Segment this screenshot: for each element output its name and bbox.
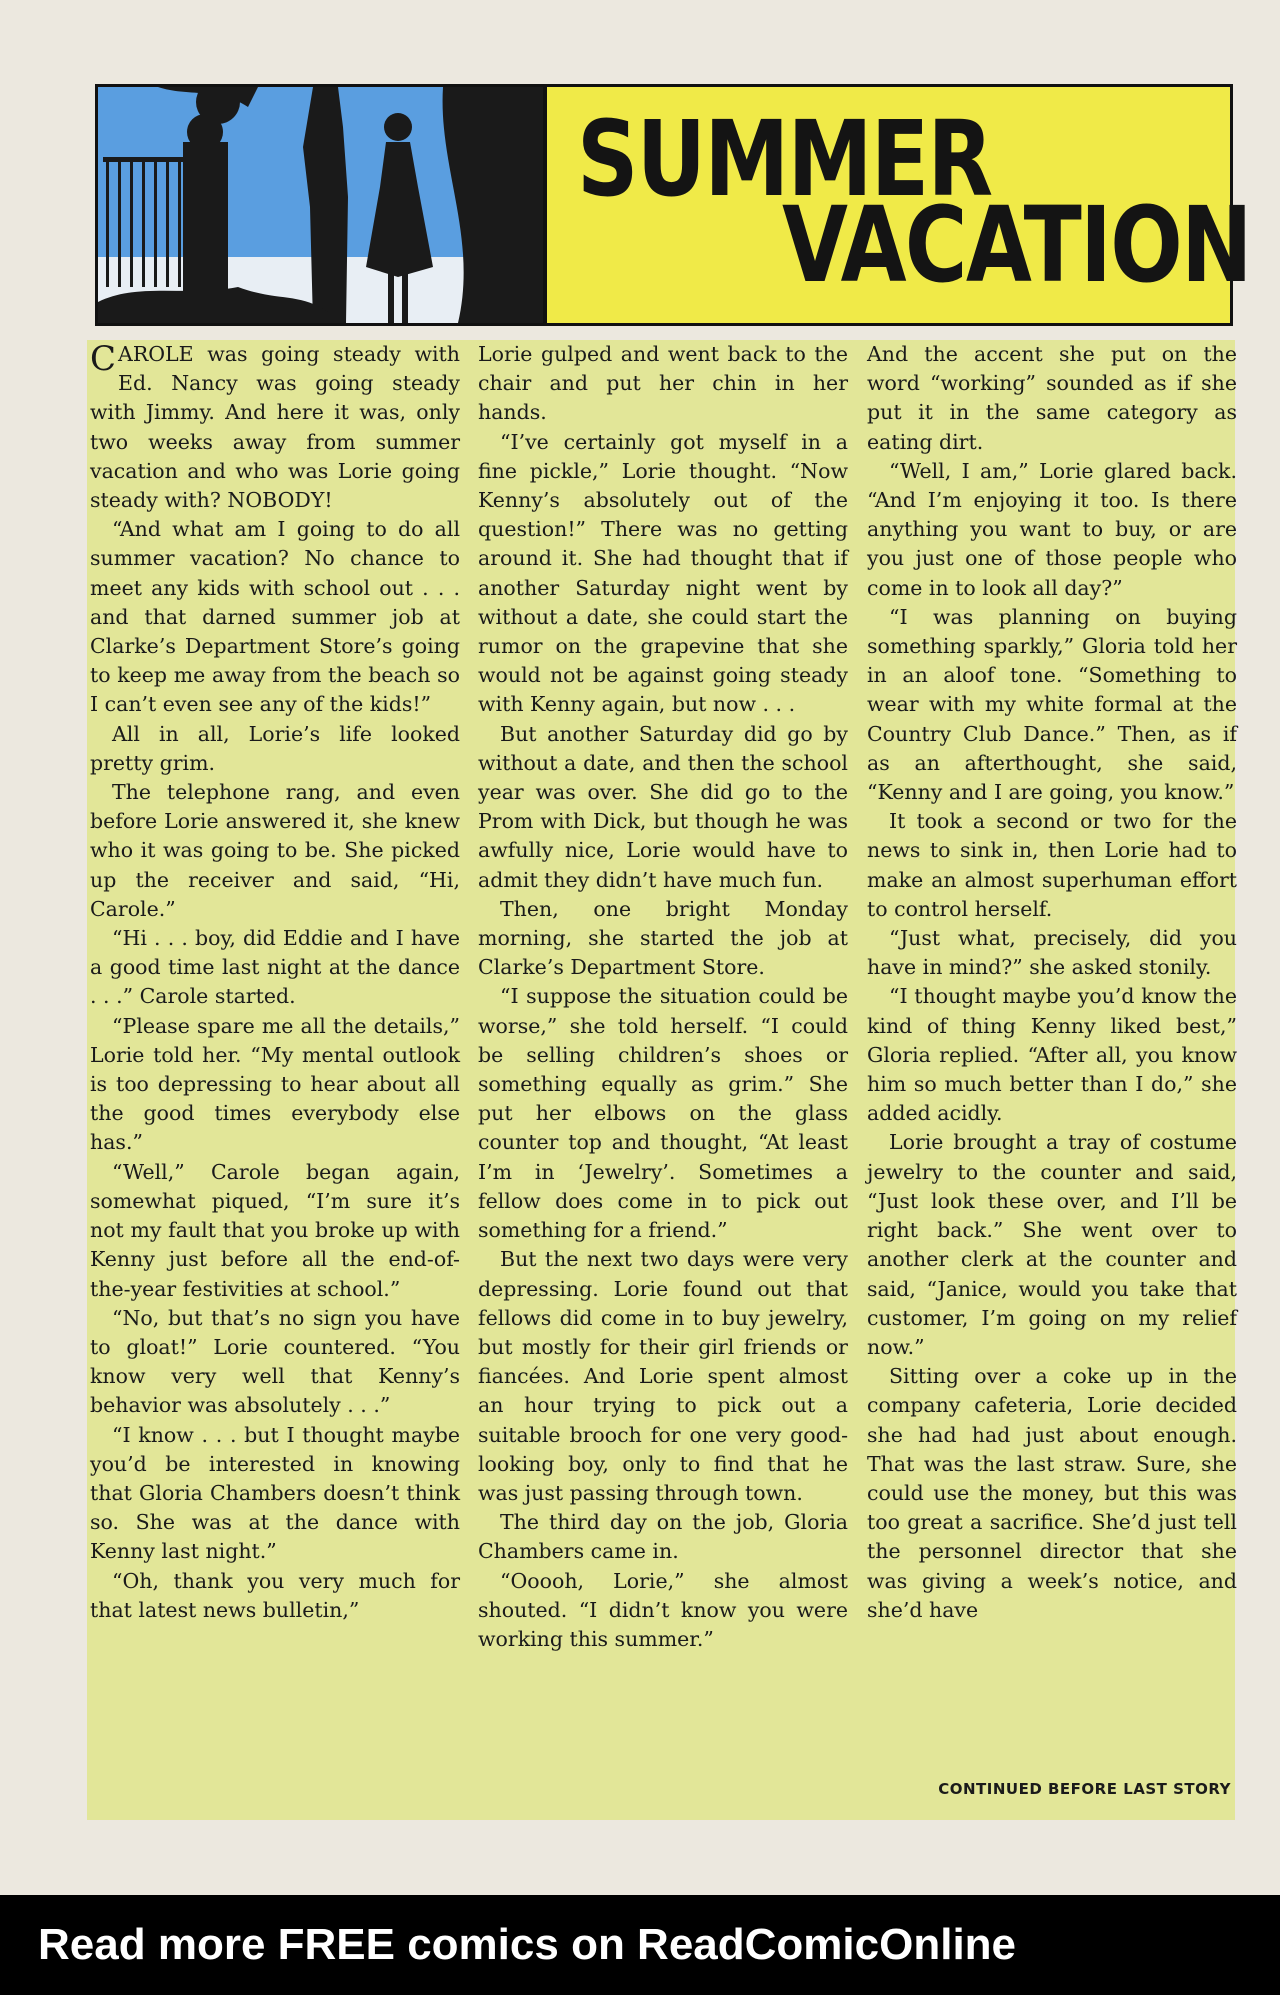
paragraph: “Ooooh, Lorie,” she almost shouted. “I didn’t know you were working this summer.”: [478, 1568, 848, 1651]
paragraph: The third day on the job, Gloria Chambers came in.: [478, 1510, 848, 1564]
paragraph: “Oh, thank you very much for that latest news bulletin,”: [90, 1568, 460, 1622]
title-line-1: SUMMER: [577, 98, 992, 220]
paragraph: “I thought maybe you’d know the kind of thing Kenny liked best,” Gloria replied. “After all, you know him so much better than I do,” she added acidly.: [867, 984, 1237, 1126]
story-text-area: [87, 340, 1235, 1820]
paragraph: “Hi . . . boy, did Eddie and I have a good time last night at the dance . . .” Carole started.: [90, 926, 460, 1009]
paragraph: “No, but that’s no sign you have to gloat!” Lorie countered. “You know very well that Kenny’s behavior was absolutely . . .”: [90, 1305, 460, 1418]
paragraph: It took a second or two for the news to sink in, then Lorie had to make an almost superhuman effort to control herself.: [867, 809, 1237, 921]
paragraph: “Well, I am,” Lorie glared back. “And I’m enjoying it too. Is there anything you want to buy, or are you just one of those people who come in to look all day?”: [867, 458, 1237, 600]
paragraph: Lorie gulped and went back to the chair and put her chin in her hands.: [478, 342, 848, 425]
paragraph: “I was planning on buying something sparkly,” Gloria told her in an aloof tone. “Something to wear with my white formal at the Country Club Dance.” Then, as if as an afterthought, she said, “Kenny and I are going, you know.”: [867, 604, 1237, 805]
title-banner: [95, 84, 1251, 326]
paragraph-1-text: AROLE was going steady with Ed. Nancy was going steady with Jimmy. And here it was, only two weeks away from summer vacation and who was Lorie going steady with? NOBODY!: [90, 342, 460, 513]
promo-footer-banner[interactable]: [0, 1895, 1280, 1995]
story-column-2: [478, 340, 848, 1654]
story-column-1: [90, 340, 460, 1625]
paragraph: “I’ve certainly got myself in a fine pickle,” Lorie thought. “Now Kenny’s absolutely out of the question!” There was no getting around it. She had thought that if another Saturday night went by without a date, she could start the rumor on the grapevine that she would not be against going steady with Kenny again, but now . . .: [478, 429, 848, 717]
paragraph: Then, one bright Monday morning, she started the job at Clarke’s Department Store.: [478, 896, 848, 980]
paragraph-1: [90, 340, 460, 515]
silhouette-illustration: [98, 87, 543, 323]
story-column-3: [867, 340, 1237, 1625]
paragraph: Lorie brought a tray of costume jewelry to the counter and said, “Just look these over, and I’ll be right back.” She went over to another clerk at the counter and said, “Janice, would you take that customer, I’m going on my relief now.”: [867, 1130, 1237, 1359]
paragraph: Sitting over a coke up in the company cafeteria, Lorie decided she had had just about enough. That was the last straw. Sure, she could use the money, but this was too great a sacrifice. She’d just tell the personnel director that she was giving a week’s notice, and she’d have: [867, 1364, 1237, 1622]
drop-cap: C: [90, 339, 117, 379]
title-line-2: VACATION: [782, 184, 1251, 306]
paragraph: All in all, Lorie’s life looked pretty grim.: [90, 721, 460, 775]
paragraph: And the accent she put on the word “working” sounded as if she put it in the same category as eating dirt.: [867, 342, 1237, 454]
paragraph: But the next two days were very depressing. Lorie found out that fellows did come in to buy jewelry, but mostly for their girl friends or fiancées. And Lorie spent almost an hour trying to pick out a suitable brooch for one very good-looking boy, only to find that he was just passing through town.: [478, 1247, 848, 1505]
paragraph: “And what am I going to do all summer vacation? No chance to meet any kids with school out . . . and that darned summer job at Clarke’s Department Store’s going to keep me away from the beach so I can’t even see any of the kids!”: [90, 517, 460, 717]
promo-footer-link[interactable]: Read more FREE comics on ReadComicOnline: [38, 1920, 1017, 1969]
paragraph: “Well,” Carole began again, somewhat piqued, “I’m sure it’s not my fault that you broke up with Kenny just before all the end-of-the-year festivities at school.”: [90, 1159, 460, 1301]
paragraph: “I suppose the situation could be worse,” she told herself. “I could be selling children’s shoes or something equally as grim.” She put her elbows on the glass counter top and thought, “At least I’m in ‘Jewelry’. Sometimes a fellow does come in to pick out something for a friend.”: [478, 984, 848, 1243]
title-box: [547, 87, 1251, 323]
paragraph: The telephone rang, and even before Lorie answered it, she knew who it was going to be. She picked up the receiver and said, “Hi, Carole.”: [90, 780, 460, 921]
paragraph: “Just what, precisely, did you have in mind?” she asked stonily.: [867, 926, 1237, 980]
paragraph: But another Saturday did go by without a date, and then the school year was over. She did go to the Prom with Dick, but though he was awfully nice, Lorie would have to admit they didn’t have much fun.: [478, 721, 848, 892]
paragraph: “Please spare me all the details,” Lorie told her. “My mental outlook is too depressing to hear about all the good times everybody else has.”: [90, 1013, 460, 1155]
paragraph: “I know . . . but I thought maybe you’d be interested in knowing that Gloria Chambers doesn’t think so. She was at the dance with Kenny last night.”: [90, 1422, 460, 1564]
continued-label: CONTINUED BEFORE LAST STORY: [938, 1780, 1231, 1798]
couple-silhouette-image: [98, 87, 543, 323]
